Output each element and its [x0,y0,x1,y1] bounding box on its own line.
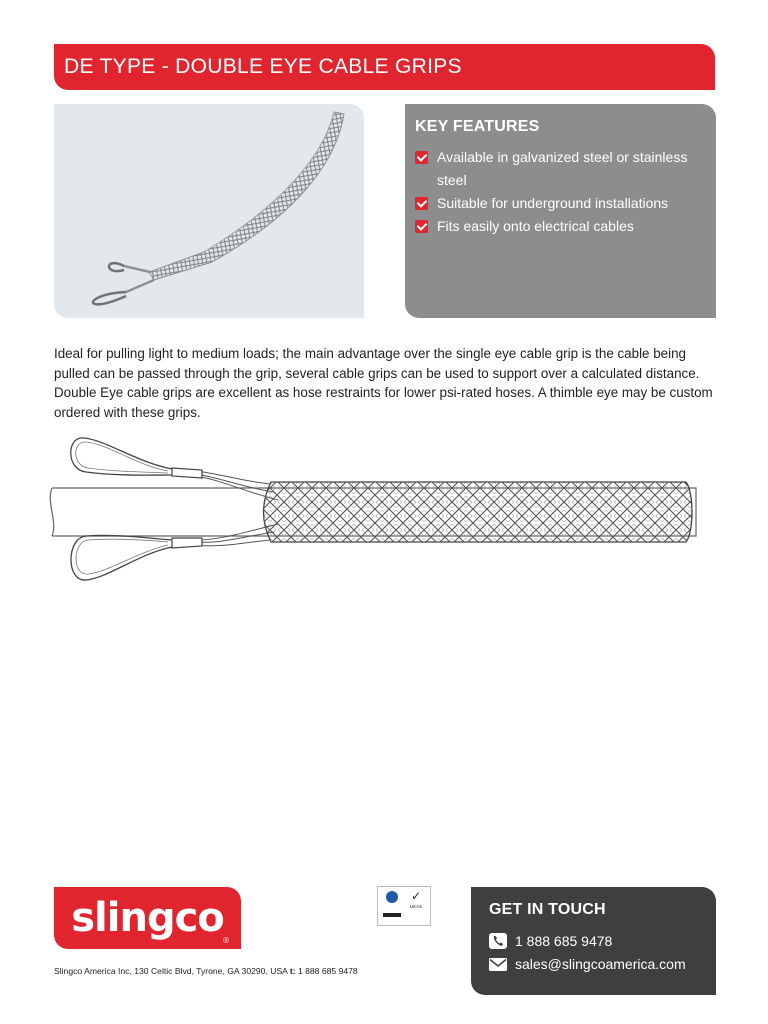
get-in-touch-panel [471,887,716,995]
contact-title: GET IN TOUCH [489,901,606,918]
registered-mark: ® [223,936,229,945]
ukas-tick-icon: ✓ [410,889,422,903]
address-phone: 1 888 685 9478 [295,966,358,976]
checkbox-check-icon [415,151,428,164]
iso-bar [383,913,401,917]
certification-badges [377,886,431,926]
feature-item [415,146,706,192]
company-address [54,966,358,976]
product-photo [54,104,364,318]
page-title-bar [54,44,715,90]
slingco-logo [54,887,241,949]
key-features-panel [405,104,716,318]
iso-badge [381,889,403,923]
feature-text: Fits easily onto electrical cables [437,218,634,234]
double-eye-grip-diagram [46,432,706,592]
checkbox-check-icon [415,197,428,210]
contact-phone[interactable]: 1 888 685 9478 [515,932,613,949]
phone-icon [489,933,507,949]
ukas-text: UKAS [409,904,423,909]
cable-grip-photo-illustration [54,104,364,318]
feature-text: Available in galvanized steel or stainless steel [437,149,688,188]
ukas-badge [405,889,427,923]
feature-text: Suitable for underground installations [437,195,669,211]
contact-phone-row[interactable] [489,929,698,952]
contact-email[interactable]: sales@slingcoamerica.com [515,955,686,972]
feature-item [415,192,706,215]
product-description: Ideal for pulling light to medium loads; the main advantage over the single eye cable grip is the cable being pulled can be passed through the grip, several cable grips can be used to support over a calculated distance. Double Eye cable grips are excellent as hose restraints for lower psi-rated hoses. A thimble eye may be custom ordered with these grips. [54,346,713,420]
key-features-title: KEY FEATURES [415,118,540,135]
iso-circle-icon [386,891,398,903]
address-phone-label: t: [289,966,296,976]
logo-wordmark: slingco [71,895,224,941]
checkbox-check-icon [415,220,428,233]
envelope-icon [489,956,507,972]
page-title: DE TYPE - DOUBLE EYE CABLE GRIPS [64,55,462,78]
contact-email-row[interactable] [489,952,698,975]
address-text: Slingco America Inc, 130 Celtic Blvd, Tyrone, GA 30290, USA [54,966,290,976]
feature-item [415,215,706,238]
